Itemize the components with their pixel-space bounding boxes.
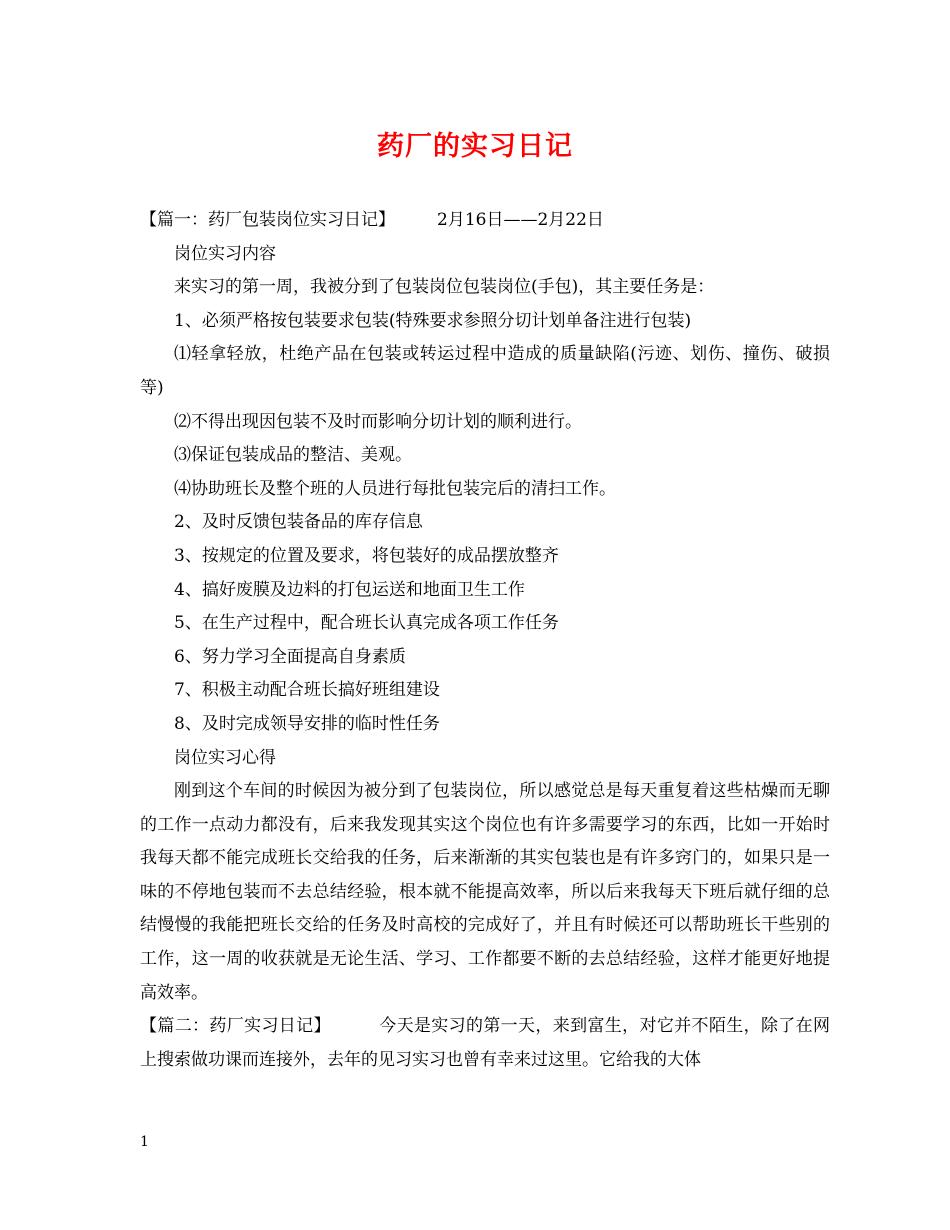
task-item-2: 2、及时反馈包装备品的库存信息 xyxy=(174,512,423,533)
heading-part-one xyxy=(140,204,830,238)
task-item-7: 7、积极主动配合班长搞好班组建设 xyxy=(174,680,440,701)
task-item-1: 1、必须严格按包装要求包装(特殊要求参照分切计划单备注进行包装) xyxy=(174,310,692,331)
heading-part-one-dates: 2月16日——2月22日 xyxy=(437,210,604,230)
heading-part-two xyxy=(140,1010,830,1077)
document-body xyxy=(140,204,830,1077)
sub-item-1: ⑴轻拿轻放，杜绝产品在包装或转运过程中造成的质量缺陷(污迹、划伤、撞伤、破损等) xyxy=(140,344,830,398)
section-reflection-title: 岗位实习心得 xyxy=(174,747,276,768)
task-item-3: 3、按规定的位置及要求，将包装好的成品摆放整齐 xyxy=(174,545,559,566)
heading-part-two-label: 【篇二：药厂实习日记】 xyxy=(140,1016,331,1037)
reflection-paragraph: 刚到这个车间的时候因为被分到了包装岗位，所以感觉总是每天重复着这些枯燥而无聊的工作一点动力都没有，后来我发现其实这个岗位也有许多需要学习的东西，比如一开始时我每天都不能完成班长交给我的任务，后来渐渐的其实包装也是有许多窍门的，如果只是一味的不停地包装而不去总结经验，根本就不能提高效率，所以后来我每天下班后就仔细的总结慢慢的我能把班长交给的任务及时高校的完成好了，并且有时候还可以帮助班长干些别的工作，这一周的收获就是无论生活、学习、工作都要不断的去总结经验，这样才能更好地提高效率。 xyxy=(140,781,830,1003)
task-item-5: 5、在生产过程中，配合班长认真完成各项工作任务 xyxy=(174,613,559,634)
section-content-title: 岗位实习内容 xyxy=(174,243,276,264)
sub-item-2: ⑵不得出现因包装不及时而影响分切计划的顺利进行。 xyxy=(174,411,582,432)
document-title: 药厂的实习日记 xyxy=(377,131,573,162)
task-item-4: 4、搞好废膜及边料的打包运送和地面卫生工作 xyxy=(174,579,525,600)
task-item-6: 6、努力学习全面提高自身素质 xyxy=(174,646,406,667)
heading-part-one-label: 【篇一：药厂包装岗位实习日记】 xyxy=(140,210,395,230)
page-number: 1 xyxy=(140,1134,149,1150)
intro-paragraph: 来实习的第一周，我被分到了包装岗位包装岗位(手包)，其主要任务是： xyxy=(174,277,715,298)
sub-item-3: ⑶保证包装成品的整洁、美观。 xyxy=(174,445,412,466)
sub-item-4: ⑷协助班长及整个班的人员进行每批包装完后的清扫工作。 xyxy=(174,478,616,499)
task-item-8: 8、及时完成领导安排的临时性任务 xyxy=(174,713,440,734)
heading-part-two-text: 今天是实习的第一天，来到富生，对它并不陌生，除了在网上搜索做功课而连接外，去年的见习实习也曾有幸来过这里。它给我的大体 xyxy=(140,1016,831,1070)
